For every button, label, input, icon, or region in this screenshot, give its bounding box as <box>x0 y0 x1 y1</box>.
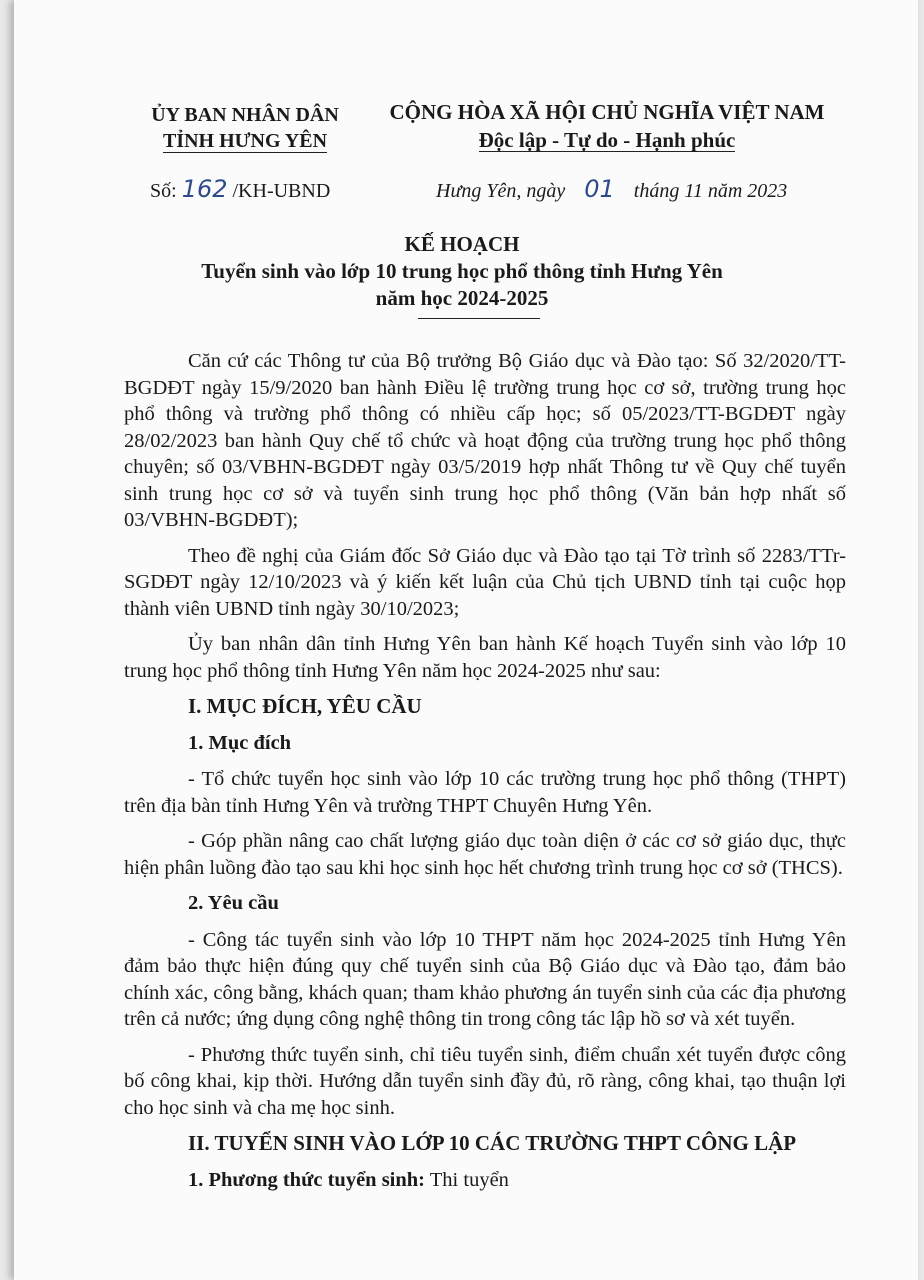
section-2-heading: II. TUYỂN SINH VÀO LỚP 10 CÁC TRƯỜNG THPT CÔNG LẬP <box>188 1131 797 1155</box>
subsection-purpose-heading: 1. Mục đích <box>188 731 292 754</box>
admission-method-value: Thi tuyển <box>429 1168 509 1191</box>
subsection-requirements-heading: 2. Yêu cầu <box>188 892 279 914</box>
national-motto <box>372 98 842 154</box>
issue-date <box>436 175 787 203</box>
admission-method-label: 1. Phương thức tuyển sinh: <box>188 1168 426 1191</box>
handwritten-number: 162 <box>181 175 228 203</box>
document-body <box>124 348 846 1193</box>
nation-line-1: CỘNG HÒA XÃ HỘI CHỦ NGHĨA VIỆT NAM <box>389 100 825 124</box>
doc-subtitle: Tuyển sinh vào lớp 10 trung học phổ thông tỉnh Hưng Yên <box>201 259 723 283</box>
org-line-2: TỈNH HƯNG YÊN <box>162 130 328 152</box>
document-number <box>150 175 330 203</box>
issuance-paragraph: Ủy ban nhân dân tỉnh Hưng Yên ban hành Kế hoạch Tuyển sinh vào lớp 10 trung học phổ thông tỉnh Hưng Yên năm học 2024-2025 như sau: <box>124 633 846 682</box>
proposal-paragraph: Theo đề nghị của Giám đốc Sở Giáo dục và Đào tạo tại Tờ trình số 2283/TTr-SGDĐT ngày 12/10/2023 và ý kiến kết luận của Chủ tịch UBND tỉnh tại cuộc họp thành viên UBND tỉnh ngày 30/10/2023; <box>124 544 846 620</box>
section-1-heading: I. MỤC ĐÍCH, YÊU CẦU <box>188 694 422 718</box>
purpose-item-1: - Tổ chức tuyển học sinh vào lớp 10 các trường trung học phổ thông (THPT) trên địa bàn tỉnh Hưng Yên và trường THPT Chuyên Hưng Yên. <box>124 768 846 817</box>
requirement-item-2: - Phương thức tuyển sinh, chỉ tiêu tuyển sinh, điểm chuẩn xét tuyển được công bố công khai, kịp thời. Hướng dẫn tuyển sinh đầy đủ, rõ ràng, công khai, tạo thuận lợi cho học sinh và cha mẹ học sinh. <box>124 1043 846 1119</box>
org-line-1: ỦY BAN NHÂN DÂN <box>151 104 339 126</box>
nation-line-2: Độc lập - Tự do - Hạnh phúc <box>478 128 736 152</box>
doc-title: KẾ HOẠCH <box>404 232 520 256</box>
title-divider <box>418 318 540 319</box>
purpose-item-2: - Góp phần nâng cao chất lượng giáo dục toàn diện ở các cơ sở giáo dục, thực hiện phân luồng đào tạo sau khi học sinh học hết chương trình trung học cơ sở (THCS). <box>124 830 846 879</box>
basis-paragraph: Căn cứ các Thông tư của Bộ trưởng Bộ Giáo dục và Đào tạo: Số 32/2020/TT-BGDĐT ngày 15/9/2020 ban hành Điều lệ trường trung học cơ sở, trường trung học phổ thông và trường phổ thông có nhiều cấp học; số 05/2023/TT-BGDĐT ngày 28/02/2023 ban hành Quy chế tổ chức và hoạt động của trường trung học phổ thông chuyên; số 03/VBHN-BGDĐT ngày 03/5/2019 hợp nhất Thông tư về Quy chế tuyển sinh trung học cơ sở và tuyển sinh trung học phổ thông (Văn bản hợp nhất số 03/VBHN-BGDĐT); <box>124 350 846 531</box>
admission-method <box>124 1167 846 1194</box>
number-prefix: Số: <box>150 180 177 202</box>
date-place-prefix: Hưng Yên, ngày <box>436 180 566 202</box>
number-suffix: /KH-UBND <box>232 180 331 202</box>
requirement-item-1: - Công tác tuyển sinh vào lớp 10 THPT năm học 2024-2025 tỉnh Hưng Yên đảm bảo thực hiện đúng quy chế tuyển sinh của Bộ Giáo dục và Đào tạo, đảm bảo chính xác, công bằng, khách quan; tham khảo phương án tuyển sinh của các địa phương trên cả nước; ứng dụng công nghệ thông tin trong công tác lập hồ sơ và xét tuyển. <box>124 928 846 1030</box>
date-month-year: tháng 11 năm 2023 <box>633 180 788 202</box>
doc-school-year: năm học 2024-2025 <box>375 286 549 310</box>
handwritten-day: 01 <box>584 175 615 203</box>
issuing-authority <box>130 102 360 154</box>
